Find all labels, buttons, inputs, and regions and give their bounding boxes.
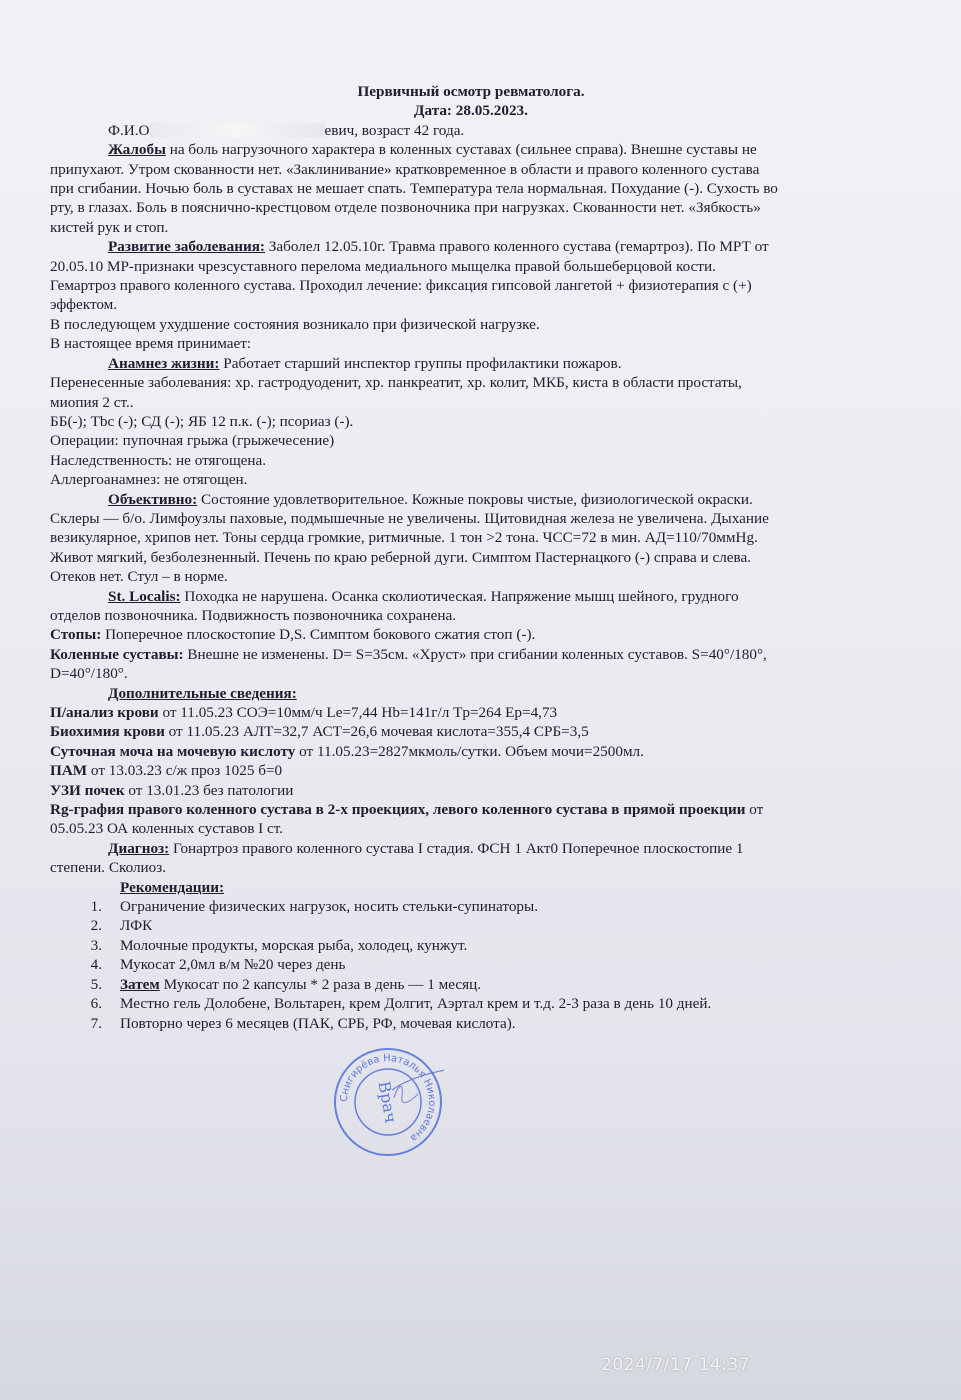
lab-item-label: Биохимия крови — [50, 723, 165, 741]
recommendation-item — [50, 1014, 892, 1033]
complaints-line: припухают. Утром скованности нет. «Заклинивание» кратковременное в области и правого коленного сустава — [50, 160, 760, 178]
anamnesis-line: миопия 2 ст.. — [50, 393, 134, 411]
recommendation-text: Повторно через 6 месяцев (ПАК, СРБ, РФ, мочевая кислота). — [120, 1014, 516, 1032]
knees-text: Внешне не изменены. D= S=35см. «Хруст» при сгибании коленных суставов. S=40°/180°, — [183, 645, 767, 663]
anamnesis-line: Перенесенные заболевания: хр. гастродуоденит, хр. панкреатит, хр. колит, МКБ, киста в области простаты, — [50, 374, 742, 392]
recommendation-number: 7. — [90, 1014, 102, 1032]
history-label: Развитие заболевания: — [108, 238, 265, 256]
recommendation-number: 5. — [90, 975, 102, 993]
redacted-name — [150, 123, 325, 137]
history-line: Гемартроз правого коленного сустава. Проходил лечение: фиксация гипсовой лангетой + физиотерапия с (+) — [50, 277, 752, 295]
history-line: эффектом. — [50, 296, 118, 314]
feet-line — [50, 625, 892, 644]
history-text: Заболел 12.05.10г. Травма правого коленного сустава (гемартроз). По МРТ от — [265, 238, 769, 256]
recommendation-number: 1. — [90, 898, 102, 916]
xray-label: Rg-графия правого коленного сустава в 2-х проекциях, левого коленного сустава в прямой проекции — [50, 801, 746, 819]
objective-line-1 — [50, 490, 892, 509]
recommendation-item — [50, 897, 892, 916]
diagnosis-text: Гонартроз правого коленного сустава I стадия. ФСН 1 Акт0 Поперечное плоскостопие 1 — [169, 839, 744, 857]
recommendation-text: Местно гель Долобене, Вольтарен, крем Долгит, Аэртал крем и т.д. 2-3 раза в день 10 дней. — [120, 995, 712, 1013]
anamnesis-text: Работает старший инспектор группы профилактики пожаров. — [219, 354, 622, 372]
anamnesis-line: ББ(-); Tbc (-); СД (-); ЯБ 12 п.к. (-); псориаз (-). — [50, 412, 354, 430]
recommendation-text: Молочные продукты, морская рыба, холодец, кунжут. — [120, 936, 468, 954]
lab-item — [50, 781, 892, 800]
complaints-text: на боль нагрузочного характера в коленных суставах (сильнее справа). Внешне суставы не — [165, 141, 757, 159]
recommendation-number: 2. — [90, 917, 102, 935]
anamnesis-line: Наследственность: не отягощена. — [50, 451, 267, 469]
xray-text: от — [745, 801, 764, 819]
lab-item-label: П/анализ крови — [50, 704, 159, 721]
recommendation-item — [50, 994, 892, 1013]
lab-item — [50, 761, 892, 780]
recommendations-label: Рекомендации: — [120, 878, 225, 896]
lab-item-label: Суточная моча на мочевую кислоту — [50, 742, 296, 760]
recommendations-list — [50, 897, 892, 1033]
recommendation-text: Ограничение физических нагрузок, носить стельки-супинаторы. — [120, 898, 539, 916]
xray-line — [50, 800, 892, 819]
diagnosis-label: Диагноз: — [108, 839, 170, 857]
history-line: В последующем ухудшение состояния возникало при физической нагрузке. — [50, 315, 540, 333]
document-title: Первичный осмотр ревматолога. — [357, 83, 585, 100]
objective-line: Склеры — б/о. Лимфоузлы паховые, подмышечные не увеличены. Щитовидная железа не увеличена. Дыхание — [50, 509, 769, 527]
lab-item-label: УЗИ почек — [50, 781, 125, 799]
lab-item-label: ПАМ — [50, 762, 88, 780]
xray-line-2: 05.05.23 ОА коленных суставов I ст. — [50, 820, 284, 838]
objective-text: Состояние удовлетворительное. Кожные покровы чистые, физиологической окраски. — [197, 490, 753, 508]
feet-label: Стопы: — [50, 626, 102, 644]
recommendation-number: 3. — [90, 936, 102, 954]
lab-item — [50, 703, 892, 722]
objective-line: Отеков нет. Стул – в норме. — [50, 568, 228, 586]
knees-line-2: D=40°/180°. — [50, 665, 128, 683]
localis-text: Походка не нарушена. Осанка сколиотическая. Напряжение мышц шейного, грудного — [180, 587, 739, 605]
lab-item — [50, 722, 892, 741]
recommendations-heading — [50, 878, 892, 897]
patient-line — [50, 121, 892, 140]
objective-line: Живот мягкий, безболезненный. Печень по краю реберной дуги. Симптом Пастернацкого (-) справа и слева. — [50, 548, 752, 566]
recommendation-number: 4. — [90, 956, 102, 974]
stamp-inner-text: Врач — [374, 1079, 401, 1125]
additional-heading — [50, 684, 892, 703]
history-line: В настоящее время принимает: — [50, 335, 252, 353]
localis-line-1 — [50, 587, 892, 606]
anamnesis-line-1 — [50, 354, 892, 373]
complaints-line: при сгибании. Ночью боль в суставах не мешает спать. Температура тела нормальная. Похудание (-). Сухость во — [50, 180, 778, 198]
lab-item-text: от 11.05.23 АЛТ=32,7 АСТ=26,6 мочевая кислота=355,4 СРБ=3,5 — [164, 723, 589, 741]
localis-line: отделов позвоночника. Подвижность позвоночника сохранена. — [50, 606, 457, 624]
history-line-1 — [50, 237, 892, 256]
objective-label: Объективно: — [108, 490, 198, 508]
lab-item-text: от 13.03.23 с/ж проз 1025 б=0 — [87, 762, 283, 780]
recommendation-text: ЛФК — [120, 917, 153, 935]
lab-item-text: от 11.05.23=2827мкмоль/сутки. Объем мочи=2500мл. — [295, 742, 644, 760]
anamnesis-line: Операции: пупочная грыжа (грыжечесение) — [50, 432, 335, 450]
additional-label: Дополнительные сведения: — [108, 684, 297, 702]
complaints-line: кистей рук и стоп. — [50, 218, 169, 236]
complaints-line-1 — [50, 140, 892, 159]
recommendation-emphasis: Затем — [120, 975, 160, 993]
complaints-label: Жалобы — [108, 141, 166, 159]
diagnosis-line-2: степени. Сколиоз. — [50, 859, 167, 877]
recommendation-number: 6. — [90, 995, 102, 1013]
doctor-stamp — [332, 1046, 444, 1158]
knees-line — [50, 645, 892, 664]
recommendation-item — [50, 936, 892, 955]
recommendation-text: Мукосат по 2 капсулы * 2 раза в день — 1 месяц. — [159, 975, 482, 993]
objective-line: везикулярное, хрипов нет. Тоны сердца громкие, ритмичные. 1 тон >2 тона. ЧСС=72 в мин. АД=110/70ммHg. — [50, 529, 758, 547]
recommendation-text: Мукосат 2,0мл в/м №20 через день — [120, 956, 346, 974]
complaints-line: рту, в глазах. Боль в пояснично-крестцовом отделе позвоночника при нагрузках. Скованности нет. «Зябкость» — [50, 199, 761, 217]
recommendation-item — [50, 975, 892, 994]
photo-timestamp: 2024/7/17 14:37 — [601, 1355, 751, 1375]
lab-item-text: от 13.01.23 без патологии — [124, 781, 294, 799]
document-body — [50, 82, 892, 1033]
patient-fio-prefix: Ф.И.О — [108, 121, 150, 139]
anamnesis-line: Аллергоанамнез: не отягощен. — [50, 471, 248, 489]
lab-item-text: от 11.05.23 СОЭ=10мм/ч Le=7,44 Hb=141г/л Tp=264 Ep=4,73 — [158, 704, 558, 721]
anamnesis-label: Анамнез жизни: — [108, 354, 220, 372]
knees-label: Коленные суставы: — [50, 645, 184, 663]
recommendation-item — [50, 955, 892, 974]
feet-text: Поперечное плоскостопие D,S. Симптом бокового сжатия стоп (-). — [101, 626, 536, 644]
stamp-outer-textpath: Снигирёва Наталья Николаевна — [338, 1052, 438, 1144]
patient-fio-rest: евич, возраст 42 года. — [324, 121, 465, 139]
lab-item — [50, 742, 892, 761]
history-line: 20.05.10 МР-признаки чрезсуставного перелома медиального мыщелка правой большеберцовой кости. — [50, 257, 716, 275]
localis-label: St. Localis: — [108, 587, 181, 605]
recommendation-item — [50, 916, 892, 935]
document-date: Дата: 28.05.2023. — [414, 102, 528, 120]
diagnosis-line — [50, 839, 892, 858]
